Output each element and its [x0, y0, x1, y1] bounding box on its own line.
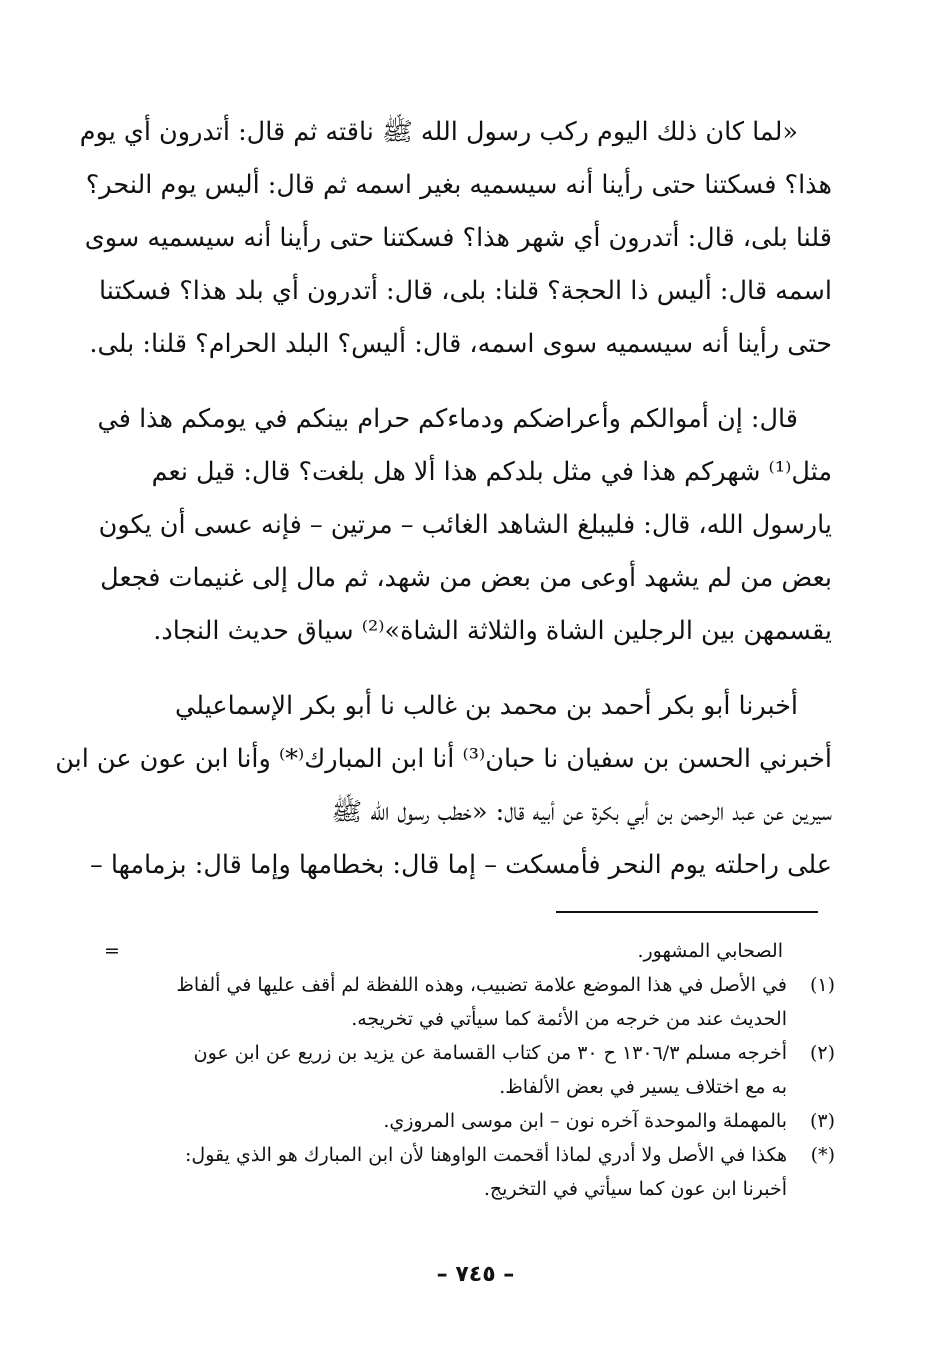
footnote-line: الصحابي المشهور. [637, 940, 783, 962]
footnote-marker: (٣) [809, 1110, 835, 1132]
footnote-star [108, 1138, 835, 1206]
footnote-continuation [104, 934, 835, 968]
paragraph-3 [55, 680, 832, 892]
footnote-marker: = [104, 940, 120, 962]
footnote-marker: (٢) [809, 1042, 835, 1064]
footnote-line: بالمهملة والموحدة آخره نون – ابن موسى المروزي. [383, 1110, 787, 1132]
text-line: سيرين عن عبد الرحمن بن أبي بكرة عن أبيه قال: «خطب رسول الله ﷺ [331, 797, 832, 827]
footnote-1 [108, 968, 835, 1036]
footnote-text [108, 968, 787, 1036]
footnote-line: الحديث عند من خرجه من الأئمة كما سيأتي في تخريجه. [351, 1008, 787, 1030]
text-line: حتى رأينا أنه سيسميه سوى اسمه، قال: أليس؟ البلد الحرام؟ قلنا: بلى. [89, 329, 832, 359]
text-line: مثل⁽¹⁾ شهركم هذا في مثل بلدكم هذا ألا هل بلغت؟ قال: قيل نعم [151, 457, 832, 487]
footnote-line: أخبرنا ابن عون كما سيأتي في التخريج. [483, 1178, 787, 1200]
text-line: اسمه قال: أليس ذا الحجة؟ قلنا: بلى، قال: أتدرون أي بلد هذا؟ فسكتنا [98, 276, 832, 306]
footnote-line: في الأصل في هذا الموضع علامة تضبيب، وهذه اللفظة لم أقف عليها في ألفاظ [176, 974, 787, 996]
text-line: على راحلته يوم النحر فأمسكت – إما قال: بخطامها وإما قال: بزمامها – [90, 850, 832, 880]
footnote-text [108, 934, 835, 968]
text-line: هذا؟ فسكتنا حتى رأينا أنه سيسميه بغير اسمه ثم قال: أليس يوم النحر؟ [85, 170, 832, 200]
footnote-marker: (*) [810, 1144, 835, 1166]
footnotes [104, 934, 835, 1206]
footnote-line: هكذا في الأصل ولا أدري لماذا أقحمت الواوهنا لأن ابن المبارك هو الذي يقول: [185, 1144, 787, 1166]
main-text [55, 106, 832, 914]
footnote-line: أخرجه مسلم ١٣٠٦/٣ ح ٣٠ من كتاب القسامة عن يزيد بن زريع عن ابن عون [193, 1042, 787, 1064]
text-line: يقسمهن بين الرجلين الشاة والثلاثة الشاة»⁽²⁾ سياق حديث النجاد. [153, 616, 832, 646]
text-line: بعض من لم يشهد أوعى من بعض من شهد، ثم مال إلى غنيمات فجعل [100, 563, 832, 593]
text-line: أخبرني الحسن بن سفيان نا حبان⁽³⁾ أنا ابن المبارك⁽*⁾ وأنا ابن عون عن ابن [55, 744, 832, 774]
page-number: – ٧٤٥ – [436, 1262, 515, 1287]
paragraph-2 [97, 393, 832, 658]
text-line: أخبرنا أبو بكر أحمد بن محمد بن غالب نا أبو بكر الإسماعيلي [175, 691, 798, 721]
text-line: يارسول الله، قال: فليبلغ الشاهد الغائب – مرتين – فإنه عسى أن يكون [98, 510, 832, 540]
footnote-text [108, 1104, 787, 1138]
text-line: قال: إن أموالكم وأعراضكم ودماءكم حرام بينكم في يومكم هذا في [97, 404, 798, 434]
footnote-line: به مع اختلاف يسير في بعض الألفاظ. [499, 1076, 787, 1098]
text-line: قلنا بلى، قال: أتدرون أي شهر هذا؟ فسكتنا حتى رأينا أنه سيسميه سوى [84, 223, 832, 253]
footnote-3 [108, 1104, 835, 1138]
text-line: «لما كان ذلك اليوم ركب رسول الله ﷺ ناقته ثم قال: أتدرون أي يوم [79, 117, 798, 147]
footnote-text [108, 1036, 787, 1104]
footnote-text [108, 1138, 787, 1206]
paragraph-1 [79, 106, 832, 371]
footnote-marker: (١) [809, 974, 835, 996]
footnote-2 [108, 1036, 835, 1104]
footnote-separator [556, 911, 818, 913]
